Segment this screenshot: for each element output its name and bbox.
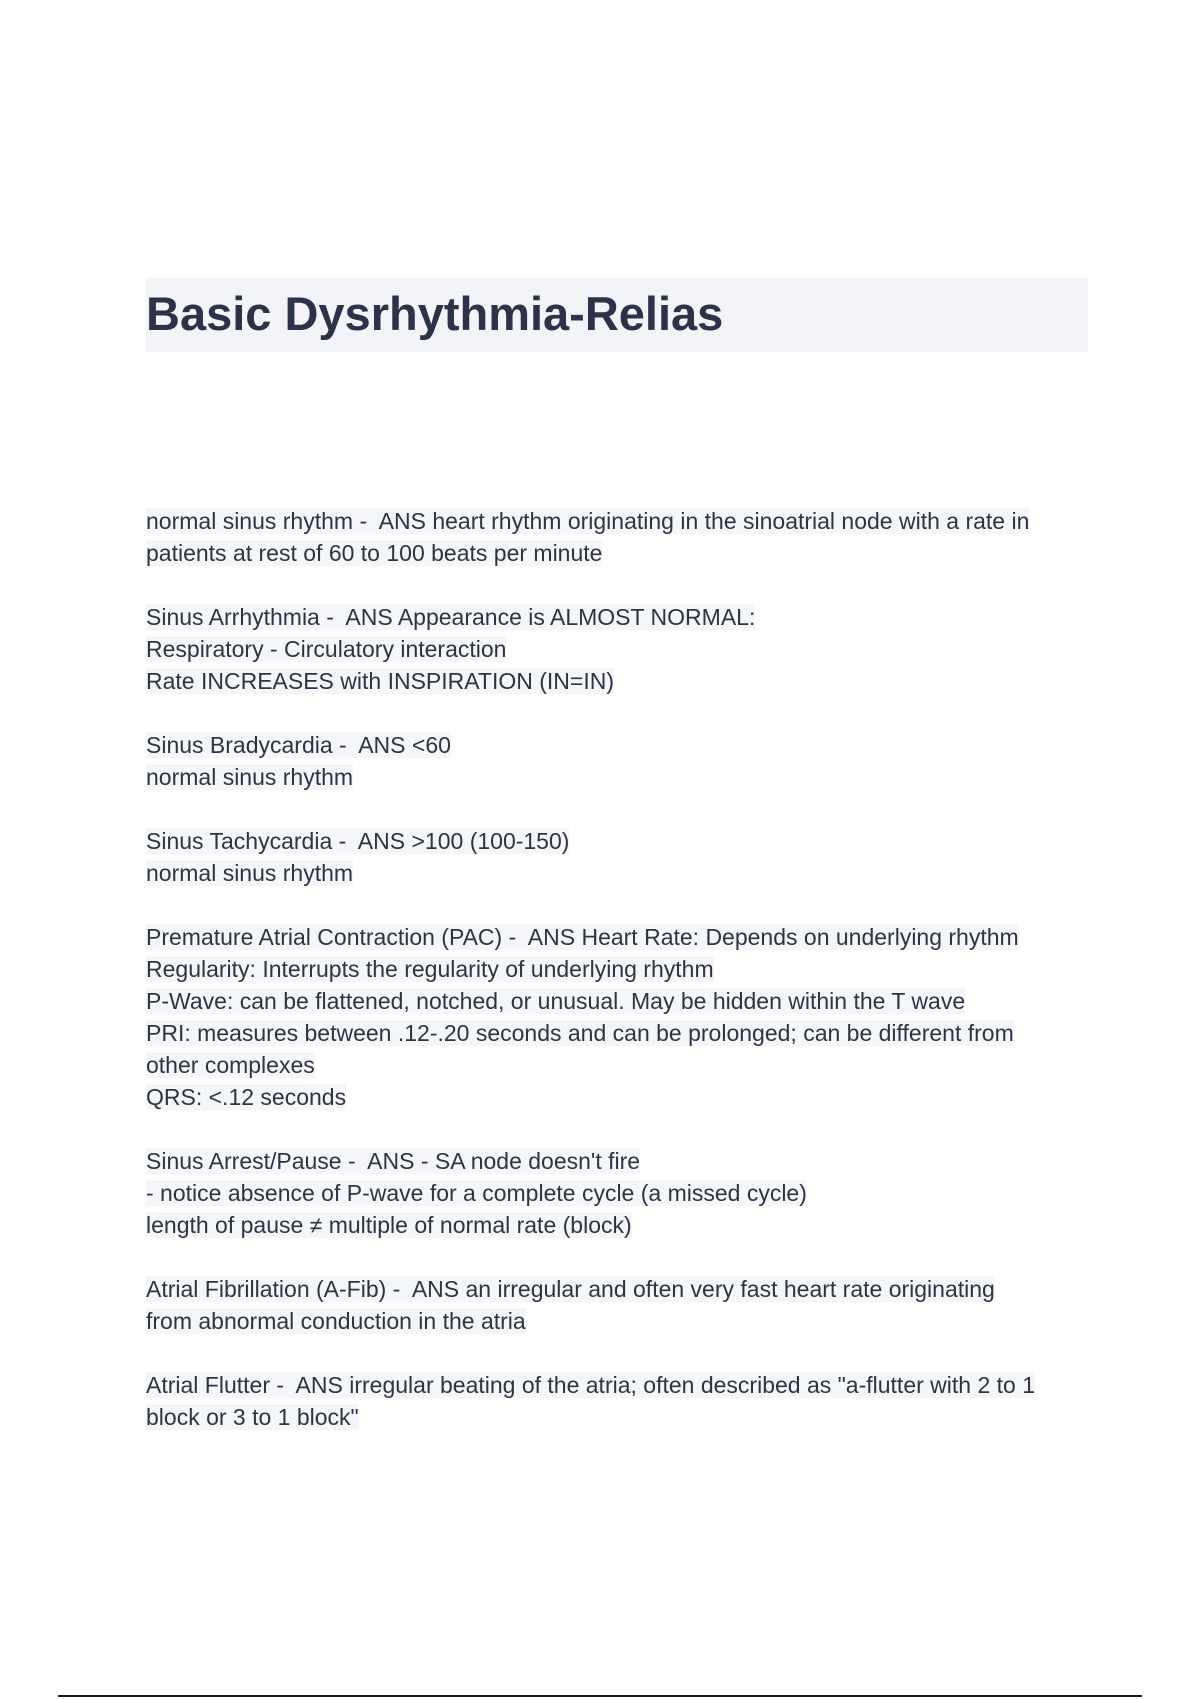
line-highlight (146, 828, 569, 854)
entry-answer-line (146, 857, 1086, 889)
line-highlight (146, 860, 353, 886)
entry-term: Sinus Arrhythmia (146, 604, 320, 630)
line-highlight (146, 956, 714, 982)
entry-answer-text: normal sinus rhythm (146, 764, 354, 790)
flashcard-entry (146, 1273, 1086, 1337)
entry-first-line (146, 825, 1086, 857)
flashcard-entry (146, 1369, 1086, 1433)
answer-marker: - ANS (332, 732, 412, 758)
entry-answer-text: Respiratory - Circulatory interaction (146, 636, 507, 662)
entry-answer-text: PRI: measures between .12-.20 seconds and can be prolonged; can be different from (146, 1020, 1014, 1046)
entry-first-line (146, 921, 1086, 953)
entry-answer-line (146, 985, 1086, 1017)
entry-answer-line (146, 1209, 1086, 1241)
page-bottom-rule (58, 1695, 1142, 1697)
entry-answer-text: block or 3 to 1 block" (146, 1404, 359, 1430)
entry-answer-line (146, 761, 1086, 793)
answer-marker: - ANS (332, 828, 412, 854)
entry-answer-text: from abnormal conduction in the atria (146, 1308, 526, 1334)
line-highlight (146, 1084, 346, 1110)
entry-first-line (146, 729, 1086, 761)
entry-first-line (146, 1273, 1086, 1305)
line-highlight (146, 732, 451, 758)
entry-answer-text: QRS: <.12 seconds (146, 1084, 347, 1110)
entry-first-line (146, 1369, 1086, 1401)
entry-answer-line (146, 1177, 1086, 1209)
line-highlight (146, 1308, 526, 1334)
title-banner (146, 278, 1088, 352)
entry-answer-text: Regularity: Interrupts the regularity of underlying rhythm (146, 956, 714, 982)
entry-answer-text: length of pause ≠ multiple of normal rate (block) (146, 1212, 632, 1238)
entry-answer-text: an irregular and often very fast heart rate originating (465, 1276, 995, 1302)
entry-answer-line (146, 1017, 1086, 1049)
line-highlight (146, 508, 1029, 534)
line-highlight (146, 988, 965, 1014)
line-highlight (146, 636, 506, 662)
entry-answer-text: other complexes (146, 1052, 315, 1078)
entry-term: Atrial Flutter (146, 1372, 270, 1398)
flashcard-entry (146, 601, 1086, 697)
answer-marker: - ANS (319, 604, 398, 630)
answer-marker: - ANS (353, 508, 433, 534)
flashcard-list (146, 505, 1086, 1465)
line-highlight (146, 1148, 640, 1174)
entry-answer-line (146, 537, 1086, 569)
entry-answer-text: - notice absence of P-wave for a complete cycle (a missed cycle) (146, 1180, 807, 1206)
answer-marker: - ANS (341, 1148, 421, 1174)
entry-answer-text: patients at rest of 60 to 100 beats per minute (146, 540, 603, 566)
entry-answer-line (146, 1049, 1086, 1081)
entry-term: Sinus Tachycardia (146, 828, 333, 854)
line-highlight (146, 1052, 315, 1078)
entry-answer-line (146, 1305, 1086, 1337)
entry-term: normal sinus rhythm (146, 508, 354, 534)
entry-answer-line (146, 1401, 1086, 1433)
entry-term: Sinus Arrest/Pause (146, 1148, 342, 1174)
flashcard-entry (146, 1145, 1086, 1241)
entry-answer-text: heart rhythm originating in the sinoatrial node with a rate in (432, 508, 1030, 534)
answer-marker: - ANS (502, 924, 582, 950)
flashcard-entry (146, 729, 1086, 793)
line-highlight (146, 540, 602, 566)
entry-term: Sinus Bradycardia (146, 732, 333, 758)
answer-marker: - ANS (269, 1372, 350, 1398)
line-highlight (146, 668, 614, 694)
entry-term: Atrial Fibrillation (A-Fib) (146, 1276, 387, 1302)
flashcard-entry (146, 921, 1086, 1113)
entry-answer-text: >100 (100-150) (411, 828, 570, 854)
entry-answer-text: P-Wave: can be flattened, notched, or unusual. May be hidden within the T wave (146, 988, 966, 1014)
line-highlight (146, 1212, 632, 1238)
line-highlight (146, 1276, 995, 1302)
line-highlight (146, 1180, 807, 1206)
entry-answer-line (146, 633, 1086, 665)
document-title: Basic Dysrhythmia-Relias (146, 287, 724, 340)
entry-answer-text: Appearance is ALMOST NORMAL: (397, 604, 756, 630)
entry-answer-text: <60 (411, 732, 451, 758)
line-highlight (146, 604, 755, 630)
answer-marker: - ANS (386, 1276, 466, 1302)
entry-answer-line (146, 953, 1086, 985)
entry-answer-text: Rate INCREASES with INSPIRATION (IN=IN) (146, 668, 614, 694)
entry-first-line (146, 601, 1086, 633)
entry-answer-text: Heart Rate: Depends on underlying rhythm (581, 924, 1019, 950)
line-highlight (146, 924, 1019, 950)
entry-answer-line (146, 1081, 1086, 1113)
entry-first-line (146, 1145, 1086, 1177)
line-highlight (146, 1020, 1014, 1046)
line-highlight (146, 1404, 359, 1430)
flashcard-entry (146, 825, 1086, 889)
flashcard-entry (146, 505, 1086, 569)
entry-first-line (146, 505, 1086, 537)
entry-answer-text: - SA node doesn't fire (420, 1148, 641, 1174)
entry-term: Premature Atrial Contraction (PAC) (146, 924, 503, 950)
line-highlight (146, 764, 353, 790)
line-highlight (146, 1372, 1035, 1398)
entry-answer-text: normal sinus rhythm (146, 860, 354, 886)
entry-answer-line (146, 665, 1086, 697)
entry-answer-text: irregular beating of the atria; often described as "a-flutter with 2 to 1 (349, 1372, 1036, 1398)
